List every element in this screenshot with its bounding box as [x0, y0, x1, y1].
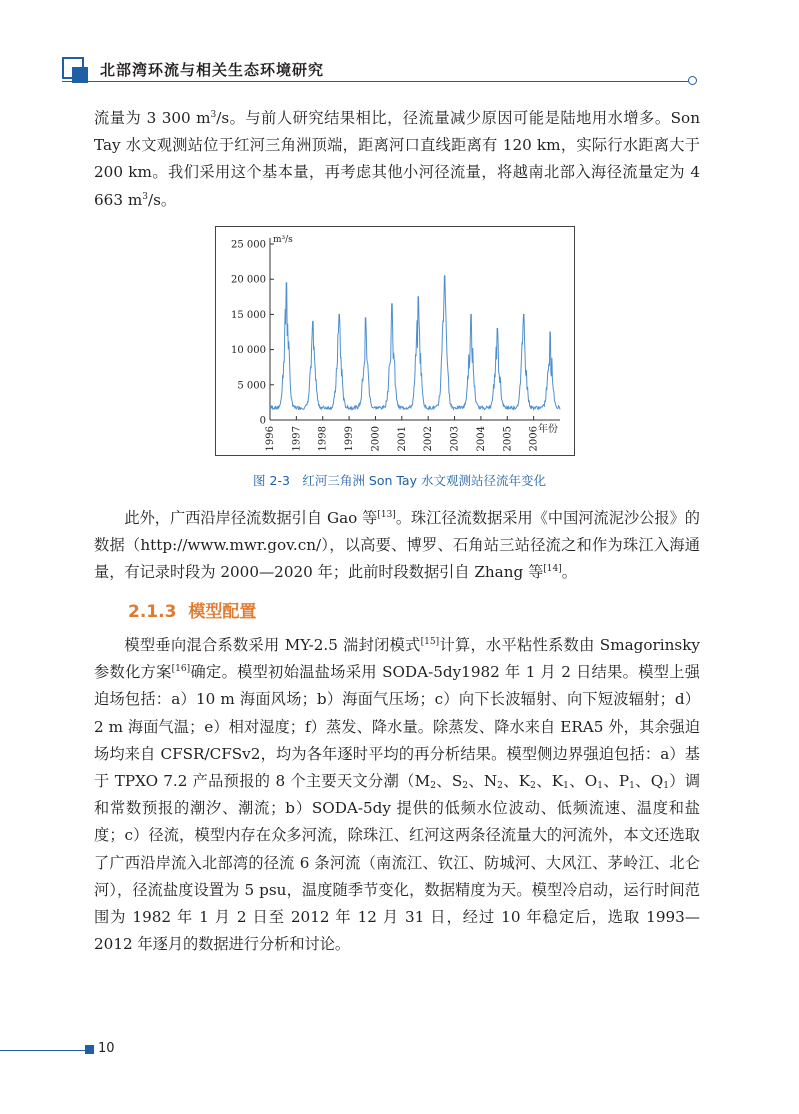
y-axis-unit-label: m³/s: [273, 235, 293, 245]
paragraph-1: 流量为 3 300 $m^3/s$。与前人研究结果相比，径流量减少原因可能是陆地用水增多。Son Tay 水文观测站位于红河三角洲顶端，距离河口直线距离有 120 km，实际行水距离大于 200 km。我们采用这个基本量，再考虑其他小河径流量，将越南北部入海径流量定为 4 663 $m^3/s$。: [94, 109, 700, 209]
y-tick-label: 25 000: [231, 239, 266, 251]
section-number: 2.1.3: [128, 602, 177, 622]
x-tick-label: 2006: [528, 426, 540, 452]
y-tick-label: 0: [259, 415, 266, 427]
section-title: 模型配置: [188, 602, 257, 622]
figure-caption: 图 2-3 红河三角洲 Son Tay 水文观测站径流年变化: [253, 473, 546, 488]
running-header-title: 北部湾环流与相关生态环境研究: [100, 61, 325, 79]
paragraph-2: 此外，广西沿岸径流数据引自 Gao 等[13]。珠江径流数据采用《中国河流泥沙公报》的数据（http://www.mwr.gov.cn/），以高要、博罗、石角站三站径流之和作为珠江入海通量，有记录时段为 2000—2020 年；此前时段数据引自 Zhang 等[14]。: [94, 509, 700, 582]
runoff-series-line: [270, 276, 560, 410]
y-tick-label: 15 000: [231, 309, 266, 321]
runoff-line-chart: [215, 226, 575, 456]
page-number: 10: [98, 1041, 115, 1056]
x-tick-label: 2001: [396, 426, 408, 452]
header-rule: [62, 81, 690, 82]
x-axis-label: 年份: [538, 424, 558, 435]
paragraph-3: 模型垂向混合系数采用 MY-2.5 湍封闭模式[15]计算，水平粘性系数由 Smagorinsky 参数化方案[16]确定。模型初始温盐场采用 SODA-5dy1982 年 1 月 2 日结果。模型上强迫场包括：a）10 m 海面风场；b）海面气压场；c）向下长波辐射、向下短波辐射；d）2 m 海面气温；e）相对湿度；f）蒸发、降水量。除蒸发、降水来自 ERA5 外，其余强迫场均来自 CFSR/CFSv2，均为各年逐时平均的再分析结果。模型侧边界强迫包括：a）基于 TPXO 7.2 产品预报的 8 个主要天文分潮（$M_2$、$S_2$、$N_2$、$K_2$、$K_1$、$O_1$、$P_1$、$Q_1$）调和常数预报的潮汐、潮流；b）SODA-5dy 提供的低频水位波动、低频流速、温度和盐度；c）径流，模型内存在众多河流，除珠江、红河这两条径流量大的河流外，本文还选取了广西沿岸流入北部湾的径流 6 条河流（南流江、钦江、防城河、大风江、茅岭江、北仑河），径流盐度设置为 5 psu，温度随季节变化，数据精度为天。模型冷启动，运行时间范围为 1982 年 1 月 2 日至 2012 年 12 月 31 日，经过 10 年稳定后，选取 1993—2012 年逐月的数据进行分析和讨论。: [94, 636, 701, 954]
y-tick-label: 5 000: [237, 380, 266, 392]
x-tick-label: 1996: [265, 426, 276, 452]
x-tick-label: 2003: [449, 426, 461, 452]
y-tick-label: 20 000: [231, 274, 266, 286]
header-rule-end-circle: [688, 76, 697, 85]
section-heading: [128, 597, 256, 622]
x-tick-label: 1997: [291, 426, 303, 452]
x-tick-label: 2002: [423, 426, 435, 452]
x-tick-label: 1999: [344, 426, 356, 452]
x-tick-label: 2004: [475, 426, 487, 452]
x-tick-label: 1998: [317, 426, 329, 452]
footer-rule: [0, 1050, 85, 1051]
x-tick-label: 2005: [502, 426, 514, 452]
footer-square: [85, 1045, 94, 1054]
y-tick-label: 10 000: [231, 345, 266, 357]
x-tick-label: 2000: [370, 426, 382, 452]
